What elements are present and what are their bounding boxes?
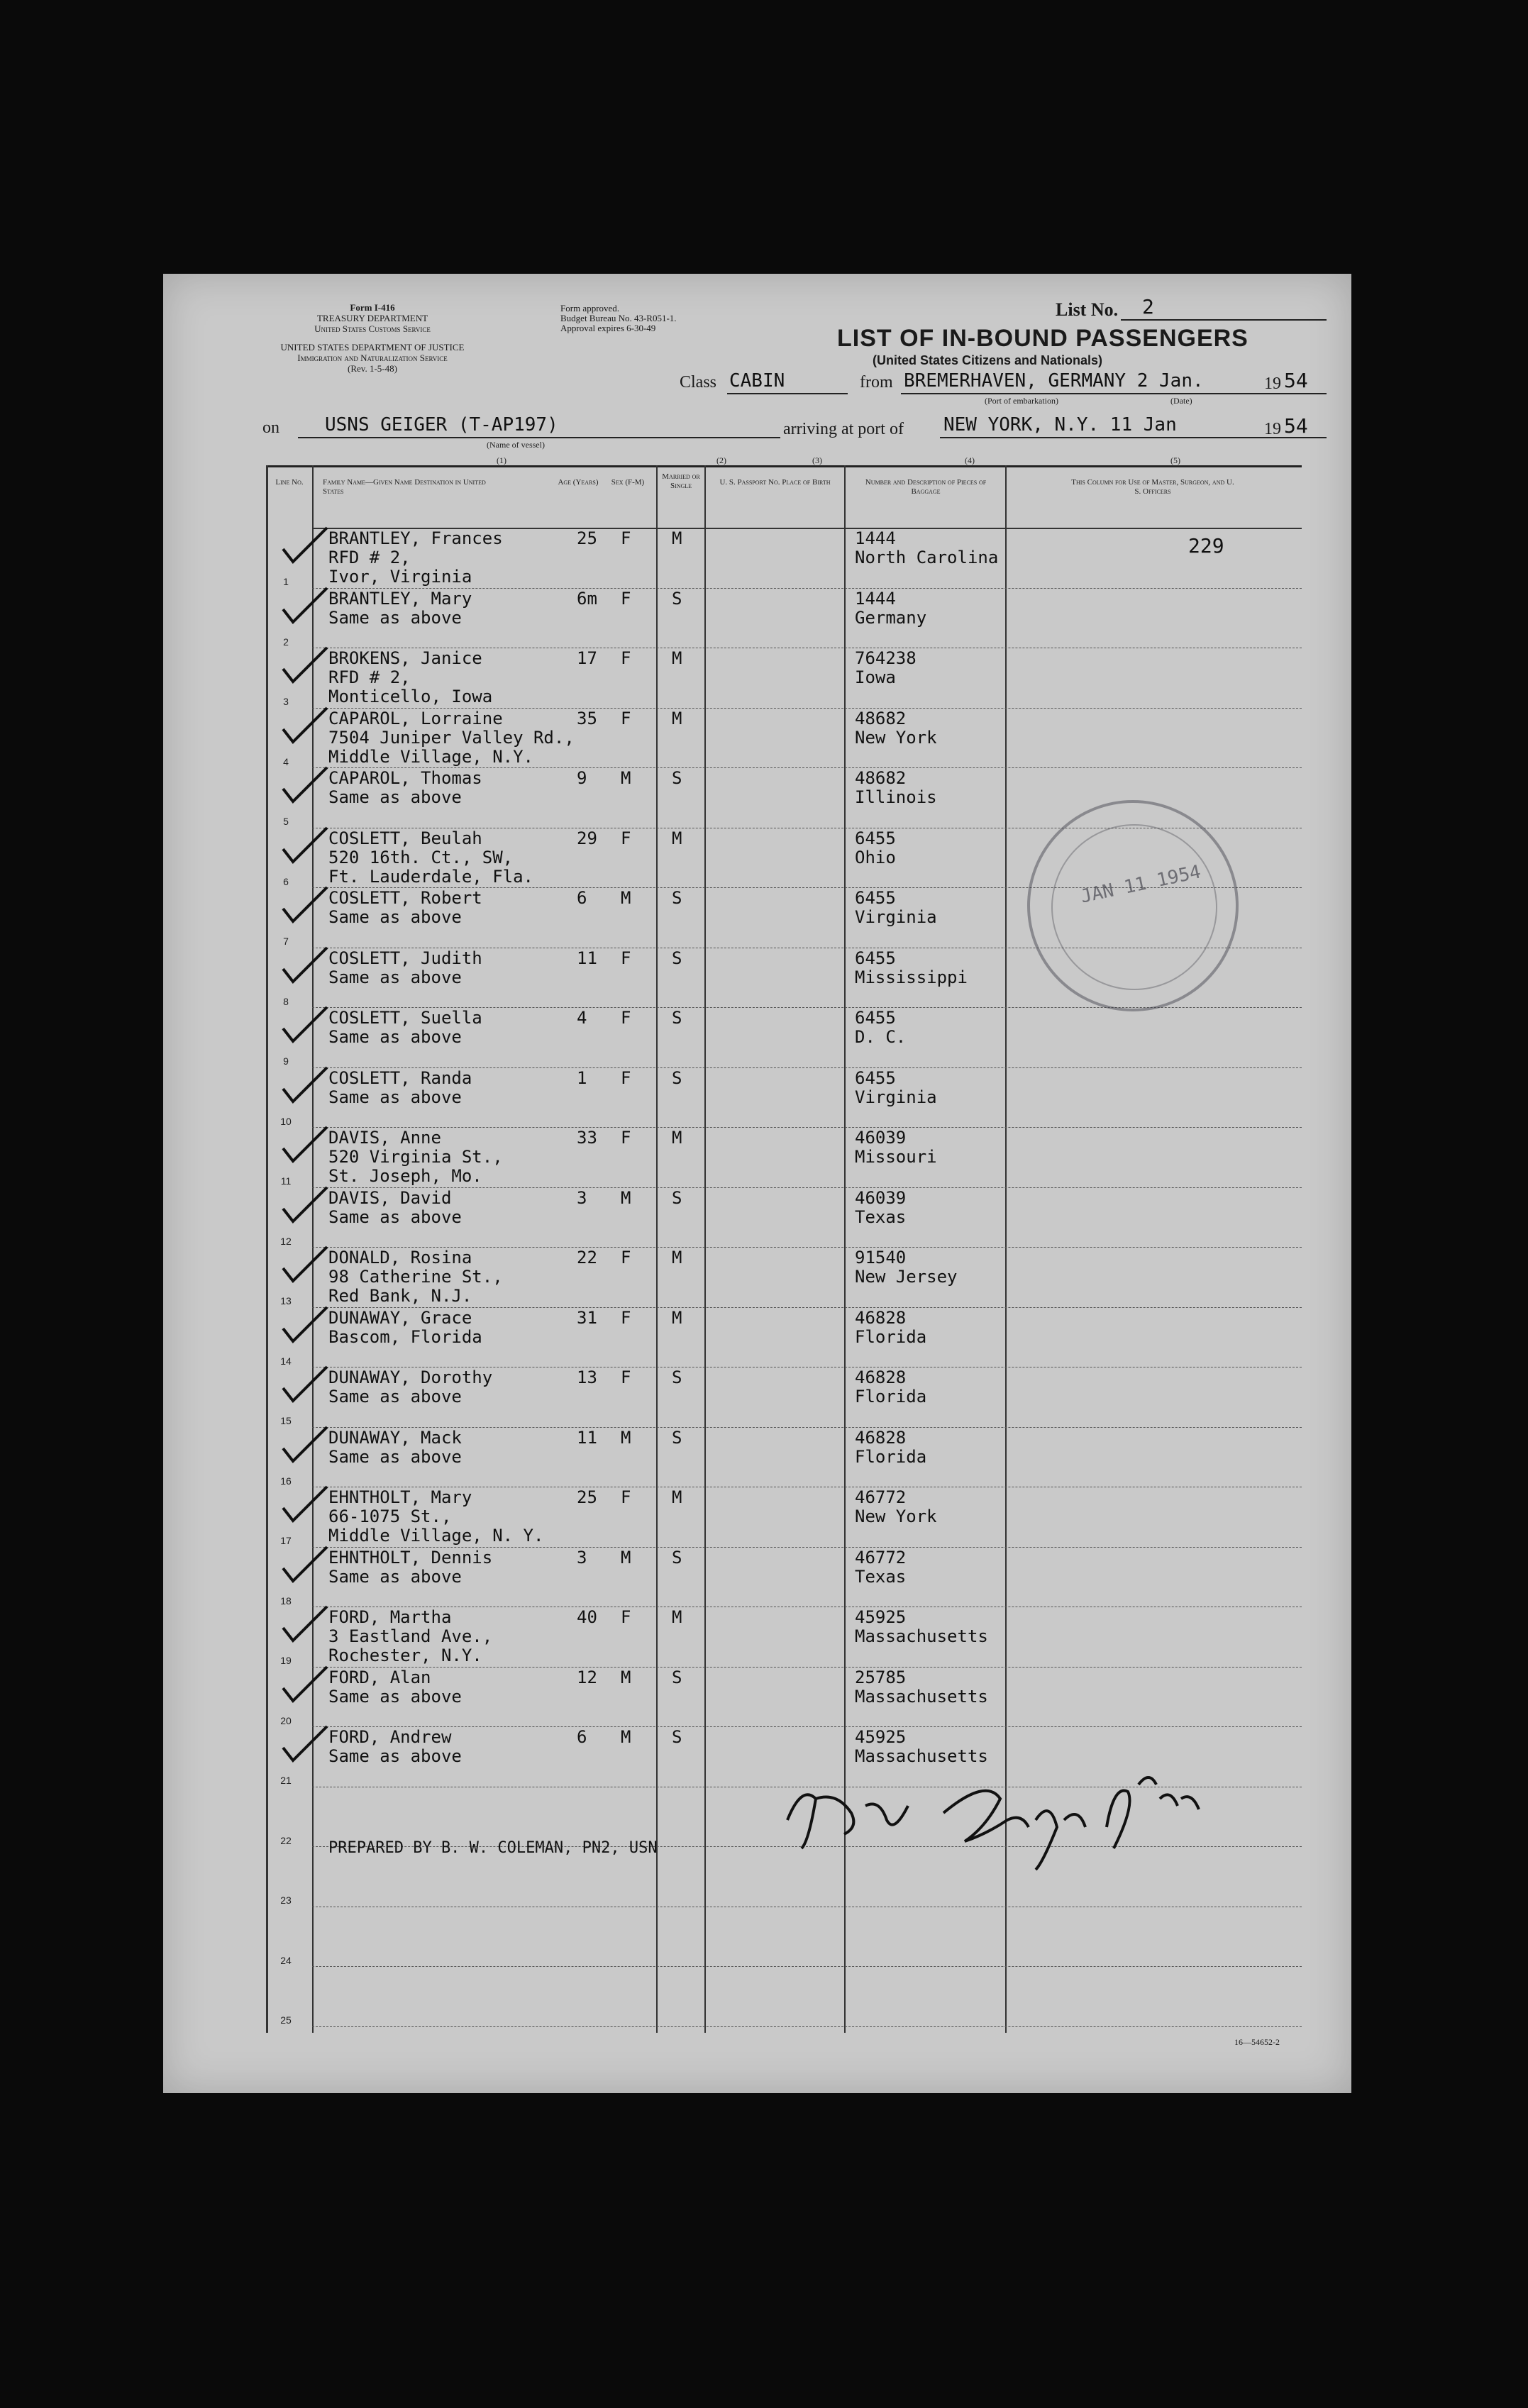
passenger-name: BRANTLEY, Frances: [328, 528, 503, 548]
table-row: [266, 1968, 1302, 2028]
line-number: 6: [283, 875, 289, 887]
sex-value: F: [621, 1008, 631, 1028]
age-value: 6: [577, 1727, 587, 1747]
row-divider: [312, 1726, 1302, 1727]
passenger-manifest-sheet: [163, 274, 1351, 2093]
passenger-name: DAVIS, David: [328, 1187, 452, 1208]
place-of-birth: Ohio: [855, 847, 896, 867]
line-number: 16: [280, 1475, 292, 1487]
list-number-line: [1121, 319, 1327, 321]
col-head-passport: U. S. Passport No. Place of Birth: [719, 478, 831, 487]
address-line-2: Ivor, Virginia: [328, 567, 472, 587]
column-number-4: (4): [965, 455, 975, 465]
passenger-name: COSLETT, Robert: [328, 888, 482, 908]
marital-status: S: [672, 1367, 682, 1387]
age-value: 11: [577, 1427, 597, 1448]
sex-value: F: [621, 1128, 631, 1148]
address-line-1: Same as above: [328, 967, 462, 987]
address-line-1: 520 16th. Ct., SW,: [328, 847, 514, 867]
check-mark-icon: [280, 1604, 330, 1646]
marital-status: M: [672, 828, 682, 848]
line-number: 10: [280, 1115, 292, 1127]
passport-number: 6455: [855, 888, 896, 908]
line-number: 13: [280, 1295, 292, 1306]
marital-status: S: [672, 1427, 682, 1448]
form-title: LIST OF IN-BOUND PASSENGERS: [837, 325, 1249, 352]
line-number: 1: [283, 576, 289, 587]
age-value: 3: [577, 1547, 587, 1568]
age-value: 6: [577, 888, 587, 908]
passport-number: 46772: [855, 1487, 907, 1507]
place-of-birth: Missouri: [855, 1147, 937, 1167]
place-of-birth: Florida: [855, 1387, 927, 1406]
marital-status: M: [672, 1307, 682, 1328]
arrival-year-prefix: 19: [1264, 420, 1281, 438]
line-number: 15: [280, 1415, 292, 1426]
sex-value: F: [621, 828, 631, 848]
passport-number: 6455: [855, 828, 896, 848]
place-of-birth: Florida: [855, 1446, 927, 1467]
vessel-name: USNS GEIGER (T-AP197): [325, 414, 558, 435]
table-row: [266, 649, 1302, 709]
table-row: [266, 1069, 1302, 1129]
line-number: 20: [280, 1714, 292, 1726]
check-mark-icon: [280, 1124, 330, 1167]
age-value: 29: [577, 828, 597, 848]
address-line-2: Monticello, Iowa: [328, 687, 493, 706]
address-line-1: 520 Virginia St.,: [328, 1147, 503, 1167]
dept-justice-sub: Immigration and Naturalization Service: [297, 353, 448, 363]
class-line: [727, 393, 848, 394]
passenger-name: COSLETT, Suella: [328, 1008, 482, 1028]
passenger-name: COSLETT, Judith: [328, 948, 482, 968]
line-number: 12: [280, 1235, 292, 1247]
passenger-name: BROKENS, Janice: [328, 648, 482, 668]
place-of-birth: Iowa: [855, 667, 896, 687]
approval-line-2: Budget Bureau No. 43-R051-1.: [560, 313, 677, 323]
sex-value: M: [621, 1547, 631, 1568]
table-row: [266, 1548, 1302, 1609]
address-line-1: Same as above: [328, 1387, 462, 1406]
age-value: 33: [577, 1128, 597, 1148]
col-head-name: Family Name—Given Name Destination in United States: [323, 478, 486, 496]
age-value: 35: [577, 708, 597, 728]
line-number: 5: [283, 816, 289, 827]
row-divider: [312, 2026, 1302, 2027]
check-mark-icon: [280, 945, 330, 987]
passenger-name: CAPAROL, Lorraine: [328, 708, 503, 728]
passport-number: 25785: [855, 1667, 907, 1687]
passenger-name: DUNAWAY, Mack: [328, 1427, 462, 1448]
sex-value: M: [621, 1427, 631, 1448]
check-mark-icon: [280, 1544, 330, 1587]
column-number-2: (2): [716, 455, 726, 465]
address-line-1: Same as above: [328, 1446, 462, 1467]
sex-value: M: [621, 1187, 631, 1208]
place-of-birth: New York: [855, 1507, 937, 1526]
check-mark-icon: [280, 825, 330, 867]
address-line-2: Middle Village, N. Y.: [328, 1526, 544, 1546]
marital-status: S: [672, 1187, 682, 1208]
passenger-name: FORD, Andrew: [328, 1727, 452, 1747]
check-mark-icon: [280, 1065, 330, 1107]
table-row: [266, 1668, 1302, 1729]
check-mark-icon: [280, 1724, 330, 1766]
passport-number: 45925: [855, 1607, 907, 1627]
table-row: [266, 529, 1302, 589]
marital-status: S: [672, 588, 682, 609]
sex-value: F: [621, 588, 631, 609]
stamp-date-text: JAN 11 1954: [1078, 861, 1203, 908]
line-number: 8: [283, 995, 289, 1007]
passport-number: 46039: [855, 1187, 907, 1208]
marital-status: S: [672, 1667, 682, 1687]
form-number: Form I-416: [350, 302, 395, 313]
table-row: [266, 1189, 1302, 1249]
place-of-birth: New Jersey: [855, 1267, 958, 1287]
marital-status: S: [672, 1008, 682, 1028]
class-label: Class: [680, 373, 717, 392]
passport-number: 764238: [855, 648, 917, 668]
address-line-1: Same as above: [328, 1206, 462, 1227]
passport-number: 6455: [855, 948, 896, 968]
approval-line-1: Form approved.: [560, 303, 620, 314]
sex-value: F: [621, 1248, 631, 1267]
check-mark-icon: [280, 1664, 330, 1707]
passenger-name: COSLETT, Randa: [328, 1067, 472, 1088]
passport-number: 48682: [855, 768, 907, 788]
table-row: [266, 1309, 1302, 1369]
from-year: 54: [1284, 369, 1308, 392]
arrival-value: NEW YORK, N.Y. 11 Jan: [943, 414, 1177, 435]
age-value: 12: [577, 1667, 597, 1687]
table-top-border: [266, 465, 1302, 467]
address-line-2: Red Bank, N.J.: [328, 1286, 472, 1306]
check-mark-icon: [280, 1364, 330, 1406]
passport-number: 45925: [855, 1727, 907, 1747]
place-of-birth: Florida: [855, 1326, 927, 1347]
check-mark-icon: [280, 1484, 330, 1526]
approval-line-3: Approval expires 6-30-49: [560, 323, 656, 333]
line-number: 19: [280, 1655, 292, 1666]
address-line-2: Rochester, N.Y.: [328, 1646, 482, 1665]
line-number: 7: [283, 936, 289, 947]
passport-number: 91540: [855, 1248, 907, 1267]
passenger-name: DONALD, Rosina: [328, 1248, 472, 1267]
marital-status: S: [672, 768, 682, 788]
marital-status: M: [672, 528, 682, 548]
table-row: [266, 1488, 1302, 1548]
age-value: 31: [577, 1307, 597, 1328]
inspector-signature: [773, 1756, 1213, 1877]
marital-status: M: [672, 1248, 682, 1267]
line-number: 2: [283, 636, 289, 648]
age-value: 3: [577, 1187, 587, 1208]
age-value: 17: [577, 648, 597, 668]
age-value: 25: [577, 528, 597, 548]
line-number: 25: [280, 2014, 292, 2026]
column-number-5: (5): [1170, 455, 1180, 465]
prepared-by-text: PREPARED BY B. W. COLEMAN, PN2, USN: [328, 1839, 658, 1857]
address-line-1: 3 Eastland Ave.,: [328, 1626, 493, 1646]
passport-number: 1444: [855, 528, 896, 548]
form-revision: (Rev. 1-5-48): [348, 363, 397, 374]
marital-status: M: [672, 1128, 682, 1148]
col-head-baggage: Number and Description of Pieces of Baggage: [865, 478, 987, 496]
date-caption: (Date): [1170, 396, 1192, 406]
check-mark-icon: [280, 1184, 330, 1227]
age-value: 6m: [577, 588, 597, 609]
passport-number: 46772: [855, 1547, 907, 1568]
place-of-birth: Texas: [855, 1206, 907, 1227]
check-mark-icon: [280, 765, 330, 807]
sex-value: F: [621, 648, 631, 668]
place-of-birth: Germany: [855, 607, 927, 628]
sex-value: F: [621, 528, 631, 548]
row-divider: [312, 1187, 1302, 1188]
marital-status: M: [672, 1487, 682, 1507]
col-head-married: Married or Single: [662, 472, 700, 490]
marital-status: S: [672, 948, 682, 968]
form-subtitle: (United States Citizens and Nationals): [873, 353, 1103, 367]
arrival-year: 54: [1284, 414, 1308, 438]
column-number-1: (1): [497, 455, 506, 465]
place-of-birth: Massachusetts: [855, 1686, 988, 1707]
place-of-birth: Massachusetts: [855, 1746, 988, 1766]
address-line-1: 66-1075 St.,: [328, 1507, 452, 1526]
line-number: 24: [280, 1954, 292, 1966]
form-agency-block: [255, 302, 489, 334]
place-of-birth: North Carolina: [855, 548, 999, 567]
sex-value: F: [621, 948, 631, 968]
age-value: 40: [577, 1607, 597, 1627]
dept-treasury-sub: United States Customs Service: [314, 323, 431, 334]
passenger-name: EHNTHOLT, Mary: [328, 1487, 472, 1507]
arriving-label: arriving at port of: [780, 420, 907, 439]
passenger-name: DUNAWAY, Grace: [328, 1307, 472, 1328]
col-head-sex: Sex (F-M): [611, 478, 645, 487]
place-of-birth: Illinois: [855, 787, 937, 807]
age-value: 25: [577, 1487, 597, 1507]
table-row: [266, 1608, 1302, 1668]
marital-status: S: [672, 1727, 682, 1747]
check-mark-icon: [280, 1244, 330, 1287]
line-number: 21: [280, 1775, 292, 1786]
table-row: [266, 1428, 1302, 1489]
sex-value: M: [621, 1667, 631, 1687]
sex-value: M: [621, 1727, 631, 1747]
address-line-1: Same as above: [328, 607, 462, 628]
address-line-1: Same as above: [328, 1027, 462, 1047]
on-label: on: [262, 418, 279, 437]
sex-value: F: [621, 1067, 631, 1088]
col-head-officers: This Column for Use of Master, Surgeon, and U. S. Officers: [1071, 478, 1234, 496]
marital-status: S: [672, 1547, 682, 1568]
address-line-1: Bascom, Florida: [328, 1326, 482, 1347]
table-row: [266, 1368, 1302, 1428]
marital-status: S: [672, 888, 682, 908]
age-value: 22: [577, 1248, 597, 1267]
line-number: 14: [280, 1355, 292, 1367]
line-number: 4: [283, 755, 289, 767]
embarkation-line: [901, 393, 1327, 394]
age-value: 11: [577, 948, 597, 968]
place-of-birth: Mississippi: [855, 967, 968, 987]
place-of-birth: D. C.: [855, 1027, 907, 1047]
marital-status: M: [672, 648, 682, 668]
passenger-name: FORD, Martha: [328, 1607, 452, 1627]
line-number: 3: [283, 696, 289, 707]
address-line-2: Middle Village, N.Y.: [328, 746, 533, 767]
passport-number: 1444: [855, 588, 896, 609]
list-number-value: 2: [1142, 295, 1154, 318]
row-divider: [312, 1127, 1302, 1128]
check-mark-icon: [280, 705, 330, 748]
address-line-1: Same as above: [328, 1087, 462, 1107]
dept-justice: UNITED STATES DEPARTMENT OF JUSTICE: [280, 342, 465, 353]
sex-value: F: [621, 1307, 631, 1328]
address-line-1: 98 Catherine St.,: [328, 1267, 503, 1287]
sex-value: F: [621, 1607, 631, 1627]
line-number: 23: [280, 1894, 292, 1906]
passenger-name: BRANTLEY, Mary: [328, 588, 472, 609]
passport-number: 6455: [855, 1008, 896, 1028]
check-mark-icon: [280, 1304, 330, 1347]
address-line-2: Ft. Lauderdale, Fla.: [328, 866, 533, 887]
check-mark-icon: [280, 645, 330, 687]
address-line-1: Same as above: [328, 1686, 462, 1707]
col-head-age: Age (Years): [558, 478, 599, 487]
place-of-birth: Virginia: [855, 1087, 937, 1107]
passport-number: 6455: [855, 1067, 896, 1088]
sex-value: M: [621, 768, 631, 788]
place-of-birth: Virginia: [855, 907, 937, 927]
list-number-label: List No.: [1056, 299, 1119, 320]
check-mark-icon: [280, 1424, 330, 1467]
passport-number: 46828: [855, 1307, 907, 1328]
marital-status: S: [672, 1067, 682, 1088]
address-line-1: Same as above: [328, 1746, 462, 1766]
address-line-1: Same as above: [328, 787, 462, 807]
marital-status: M: [672, 708, 682, 728]
column-number-3: (3): [812, 455, 822, 465]
line-number: 9: [283, 1055, 289, 1067]
stamp-inner-ring: [1051, 824, 1217, 990]
age-value: 4: [577, 1008, 587, 1028]
port-caption: (Port of embarkation): [985, 396, 1058, 406]
address-line-1: 7504 Juniper Valley Rd.,: [328, 727, 575, 748]
line-number: 17: [280, 1535, 292, 1546]
check-mark-icon: [280, 1004, 330, 1047]
place-of-birth: Texas: [855, 1566, 907, 1587]
place-of-birth: Massachusetts: [855, 1626, 988, 1646]
address-line-1: Same as above: [328, 1566, 462, 1587]
passenger-name: DAVIS, Anne: [328, 1128, 441, 1148]
passenger-name: EHNTHOLT, Dennis: [328, 1547, 493, 1568]
form-approval-block: [560, 304, 677, 333]
passport-number: 46828: [855, 1427, 907, 1448]
check-mark-icon: [280, 884, 330, 927]
sex-value: F: [621, 708, 631, 728]
sex-value: F: [621, 1487, 631, 1507]
check-mark-icon: [280, 585, 330, 628]
age-value: 13: [577, 1367, 597, 1387]
vessel-caption: (Name of vessel): [487, 440, 545, 450]
col-head-line: Line No.: [275, 478, 304, 487]
address-line-2: St. Joseph, Mo.: [328, 1166, 482, 1186]
officer-note: 229: [1188, 534, 1224, 557]
address-line-1: RFD # 2,: [328, 548, 411, 567]
sex-value: M: [621, 888, 631, 908]
table-row: [266, 709, 1302, 770]
inspection-date-stamp: [1027, 800, 1239, 1011]
from-year-prefix: 19: [1264, 374, 1281, 393]
passport-number: 48682: [855, 708, 907, 728]
table-row: [266, 1908, 1302, 1968]
check-mark-icon: [280, 525, 330, 567]
passenger-name: FORD, Alan: [328, 1667, 431, 1687]
table-row: [266, 589, 1302, 650]
address-line-1: Same as above: [328, 907, 462, 927]
table-row: [266, 1009, 1302, 1069]
embarkation-value: BREMERHAVEN, GERMANY 2 Jan.: [904, 370, 1204, 392]
class-value: CABIN: [729, 370, 785, 392]
sex-value: F: [621, 1367, 631, 1387]
table-row: [266, 1248, 1302, 1309]
line-number: 11: [280, 1175, 292, 1187]
footer-code: 16—54652-2: [1234, 2037, 1280, 2047]
passport-number: 46828: [855, 1367, 907, 1387]
passenger-name: CAPAROL, Thomas: [328, 768, 482, 788]
line-number: 18: [280, 1594, 292, 1607]
from-label: from: [860, 373, 893, 392]
age-value: 1: [577, 1067, 587, 1088]
row-divider: [312, 1966, 1302, 1967]
passenger-name: DUNAWAY, Dorothy: [328, 1367, 493, 1387]
form-justice-block: [255, 342, 489, 374]
dept-treasury: TREASURY DEPARTMENT: [316, 313, 428, 323]
address-line-1: RFD # 2,: [328, 667, 411, 687]
row-divider: [312, 1667, 1302, 1668]
place-of-birth: New York: [855, 727, 937, 748]
table-row: [266, 1128, 1302, 1189]
line-number: 22: [280, 1834, 292, 1846]
passport-number: 46039: [855, 1128, 907, 1148]
age-value: 9: [577, 768, 587, 788]
marital-status: M: [672, 1607, 682, 1627]
passenger-name: COSLETT, Beulah: [328, 828, 482, 848]
